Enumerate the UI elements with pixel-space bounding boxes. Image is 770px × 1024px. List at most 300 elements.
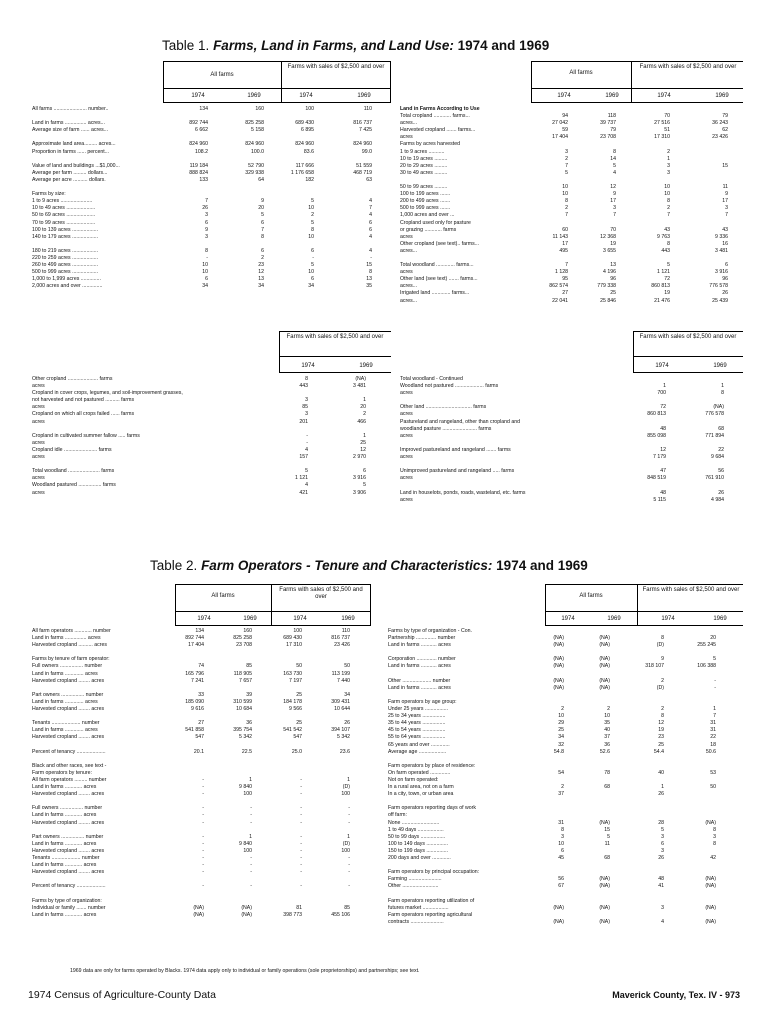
cell-value: 4 [369,233,372,240]
table-row [400,227,745,234]
cell-value: 468 719 [353,169,372,176]
table1-mid-right-body [400,376,745,504]
cell-value: 825 258 [233,635,252,642]
cell-value: 25 439 [712,297,728,304]
cell-value: 6 [311,276,314,283]
cell-value: 255 245 [697,642,716,649]
table-row [32,798,377,805]
table-row [32,820,377,827]
row-label: acres... [400,247,418,254]
table-row [400,177,745,184]
table-row [32,742,377,749]
cell-value: 4 [305,482,308,489]
cell-value: 10 644 [334,706,350,713]
table-row [388,827,748,834]
table-row [32,490,392,497]
cell-value: 43 [664,226,670,233]
row-label: 1 to 9 acres ........... [400,148,445,155]
cell-value: - [300,805,302,812]
cell-value: 160 [243,628,252,634]
cell-value: - [300,840,302,847]
cell-value: 7 [613,212,616,219]
cell-value: 10 [308,205,314,212]
row-label: acres [32,489,45,496]
cell-value: 25 [296,691,302,698]
cell-value: 9 840 [239,840,252,847]
row-label: Cropland on which all crops failed ...... farms [32,411,135,418]
row-label: Average size of farm ...... acres... [32,127,109,134]
row-label: acres [400,454,413,461]
table-row [32,255,392,262]
cell-value: 157 [299,454,308,461]
cell-value: 41 [658,883,664,890]
cell-value: 72 [660,404,666,411]
row-label: Land in houselots, ponds, roads, wasteland, etc. farms [400,489,526,496]
cell-value: 2 [561,784,564,791]
row-label: Pastureland and rangeland, other than cropland and [400,418,520,425]
cell-value: 110 [363,106,372,112]
table-row [388,883,748,890]
cell-value: - [250,883,252,890]
row-label: Average age ................... [388,748,447,755]
cell-value: 17 404 [188,642,204,649]
cell-value: (NA) [599,883,610,890]
cell-value: 860 813 [647,411,666,418]
cell-value: 4 [613,169,616,176]
cell-value: 27 [198,720,204,727]
row-label: Land in farms ........... acres [388,663,451,670]
table-row [400,198,745,205]
cell-value: - [202,791,204,798]
table-row [32,898,377,905]
row-label: 10 to 49 acres .................... [32,205,96,212]
cell-value: 53 [710,769,716,776]
row-label: 1 to 49 days .................. [388,826,444,833]
cell-value: - [348,883,350,890]
table-row [32,454,392,461]
row-label: 100 to 199 acres ....... [400,191,451,198]
table-row [400,184,745,191]
cell-value: 33 [198,691,204,698]
table-row [400,156,745,163]
table-row [388,898,748,905]
row-label: 50 to 99 acres ......... [400,184,448,191]
cell-value: 443 [661,247,670,254]
cell-value: (NA) [599,918,610,925]
table-row [400,212,745,219]
cell-value: (NA) [705,819,716,826]
row-label: Harvested cropland ........ acres [32,734,105,741]
cell-value: 19 [664,290,670,297]
row-label: Partnership .............. number [388,635,456,642]
row-label: Tenants .................... number [32,855,100,861]
cell-value: 64 [258,176,264,183]
cell-value: 11 143 [552,233,568,240]
row-label: Corporation .............. number [388,656,456,663]
row-label: 45 to 54 years ................ [388,727,446,734]
cell-value: 74 [198,663,204,670]
row-label: 100 to 139 acres .................. [32,226,99,233]
cell-value: - [370,254,372,261]
cell-value: (NA) [599,642,610,649]
row-label: 140 to 179 acres .................. [32,233,99,240]
cell-value: 7 [667,212,670,219]
table-row [32,905,377,912]
cell-value: 329 938 [245,169,264,176]
cell-value: 5 115 [653,496,666,503]
row-label: futures market .................. [388,904,449,911]
cell-value: 39 737 [600,120,616,127]
cell-value: 9 566 [289,706,302,713]
cell-value: - [202,776,204,783]
table-row [400,127,745,134]
cell-value: 5 [305,468,308,475]
cell-value: 1 [661,784,664,791]
cell-value: (NA) [355,376,366,382]
row-label: Harvested cropland ........ acres [32,791,105,798]
table-row [32,812,377,819]
cell-value: 1 [347,833,350,840]
row-label: Cropland idle ....................... farms [32,446,112,453]
cell-value: (NA) [705,883,716,890]
cell-value: 63 [366,176,372,183]
cell-value: 37 [558,791,564,798]
row-label: Full owners ................ number [32,805,103,812]
cell-value: 17 310 [654,134,670,141]
table-row [388,777,748,784]
cell-value: 3 [205,212,208,219]
cell-value: - [202,855,204,861]
cell-value: 165 796 [185,670,204,677]
cell-value: 110 [341,628,350,634]
table-row [32,834,377,841]
table-row [32,685,377,692]
table-row [400,440,745,447]
table-row [400,113,745,120]
table-row [32,734,377,741]
cell-value: 3 [661,904,664,911]
cell-value: 99.0 [361,148,372,155]
table-row [32,397,392,404]
cell-value: 12 [360,446,366,453]
cell-value: 7 [205,198,208,205]
table-row [32,461,392,468]
cell-value: 160 [255,106,264,112]
cell-value: 59 [562,127,568,134]
row-label: Farm operators reporting utilization of [388,897,475,904]
cell-value: (NA) [599,684,610,691]
cell-value: 15 [722,162,728,169]
cell-value: - [250,805,252,812]
cell-value: 10 [558,713,564,720]
cell-value: 4 196 [603,269,616,276]
table-row [32,170,392,177]
cell-value: 2 [565,155,568,162]
cell-value: 5 [713,656,716,663]
table-row [32,426,392,433]
cell-value: 48 [658,876,664,883]
row-label: Woodland pastured ................ farms [32,482,116,489]
row-label: Harvested cropland ........ acres [32,677,105,684]
row-label: Farms by tenure of farm operator: [32,656,110,663]
cell-value: (NA) [599,904,610,911]
row-label: acres [32,439,45,446]
table-row [400,447,745,454]
row-label: Full owners ................ number [32,663,103,670]
table-row [32,727,377,734]
cell-value: 5 [613,162,616,169]
row-label: None .......................... [388,819,440,826]
cell-value: 860 813 [651,283,670,290]
cell-value: 4 [369,247,372,254]
cell-value: 35 [366,283,372,290]
table-row [32,890,377,897]
cell-value: - [300,883,302,890]
table-row [388,848,748,855]
row-label: Other .................... number [388,677,451,684]
row-label: Irrigated land ............. farms... [400,290,470,297]
cell-value: 68 [604,855,610,861]
cell-value: 9 616 [191,706,204,713]
cell-value: - [202,805,204,812]
table-row [32,184,392,191]
cell-value: 23 [258,262,264,269]
cell-value: 700 [657,390,666,397]
cell-value: 36 243 [712,120,728,127]
table-row [32,411,392,418]
cell-value: 185 090 [185,698,204,705]
row-label: 1,000 to 1,999 acres .............. [32,276,101,283]
cell-value: 23 426 [712,134,728,141]
cell-value: 825 258 [245,120,264,127]
table-row [32,912,377,919]
cell-value: 824 960 [245,141,264,148]
cell-value: 2 [667,205,670,212]
row-label: 200 days and over ............. [388,855,451,861]
table-row [32,149,392,156]
cell-value: - [202,840,204,847]
table-row [400,276,745,283]
table2-title: Table 2. Farm Operators - Tenure and Characteristics: 1974 and 1969 [150,558,588,573]
row-label: Land in farms ............ acres [32,784,97,791]
row-label: Farm operators by principal occupation: [388,869,480,876]
table-row [400,482,745,489]
table-row [388,699,748,706]
cell-value: 394 107 [331,727,350,734]
table-row [32,635,377,642]
cell-value: 50 [296,663,302,670]
cell-value: (NA) [705,904,716,911]
table-row [400,255,745,262]
cell-value: 118 905 [233,670,252,677]
cell-value: - [348,869,350,876]
cell-value: 26 [344,720,350,727]
table-row [388,635,748,642]
row-label: Part owners ................ number [32,833,104,840]
row-label: acres [32,404,45,411]
cell-value: 36 [246,720,252,727]
row-label: 65 years and over ............. [388,741,450,748]
cell-value: 23 708 [236,642,252,649]
cell-value: 26 [658,855,664,861]
table-row [400,397,745,404]
table-row [32,390,392,397]
table-row [32,784,377,791]
cell-value: - [250,869,252,876]
col-sales: Farms with sales of $2,500 and over [287,64,385,70]
cell-value: 5 [311,262,314,269]
cell-value: 5 [607,833,610,840]
cell-value: 13 [610,262,616,269]
cell-value: 100 [341,791,350,798]
cell-value: (NA) [241,904,252,911]
table-row [32,692,377,699]
row-label: 100 to 149 days ............... [388,840,448,847]
cell-value: 54 [558,769,564,776]
table-row [388,862,748,869]
cell-value: 9 763 [657,233,670,240]
row-label: off farm: [388,812,407,819]
cell-value: 8 [721,390,724,397]
cell-value: - [300,776,302,783]
cell-value: 10 [308,269,314,276]
table-row [400,461,745,468]
row-label: Tenants .................... number [32,720,100,727]
cell-value: 22 [718,446,724,453]
cell-value: 1 [667,155,670,162]
cell-value: 60 [562,226,568,233]
cell-value: 1 176 658 [290,169,314,176]
cell-value: 12 368 [600,233,616,240]
cell-value: 4 [305,446,308,453]
cell-value: 2 [667,148,670,155]
cell-value: 48 [660,425,666,432]
cell-value: 5 [363,482,366,489]
cell-value: 25 [360,439,366,446]
table-row [400,497,745,504]
cell-value: 3 [561,833,564,840]
table-row [32,855,377,862]
cell-value: 7 425 [359,127,372,134]
cell-value: 8 [561,826,564,833]
cell-value: 79 [610,127,616,134]
table-row [388,912,748,919]
table-row [388,734,748,741]
cell-value: 25.0 [291,748,302,755]
cell-value: 11 [722,184,728,191]
cell-value: 31 [558,819,564,826]
cell-value: 25 [658,741,664,748]
cell-value: 3 916 [353,475,366,482]
row-label: Cropland used only for pasture [400,219,471,226]
cell-value: 9 [261,198,264,205]
cell-value: 541 542 [283,727,302,734]
cell-value: 855 098 [647,432,666,439]
cell-value: 8 [667,198,670,205]
table-row [400,205,745,212]
cell-value: 10 [202,262,208,269]
cell-value: 22.5 [241,748,252,755]
row-label: Cropland in cover crops, legumes, and soil-improvement grasses, [32,390,183,397]
row-label: Farm operators by age group: [388,698,457,705]
cell-value: 3 655 [603,247,616,254]
cell-value: 7 179 [653,454,666,461]
row-label: Land in farms ............ acres [32,911,97,918]
table-row [388,905,748,912]
cell-value: - [250,862,252,869]
row-label: 200 to 499 acres ....... [400,198,451,205]
cell-value: 2 970 [353,454,366,461]
cell-value: 8 [613,148,616,155]
cell-value: 466 [357,418,366,425]
cell-value: - [202,847,204,854]
cell-value: 34 [258,283,264,290]
cell-value: 7 [261,226,264,233]
table1-left-body [32,106,392,290]
table-row [400,120,745,127]
cell-value: 6 [311,247,314,254]
cell-value: 5 [311,198,314,205]
row-label: acres [32,383,45,390]
row-label: Farm operators reporting agricultural [388,911,473,918]
table-row [32,713,377,720]
row-label: Other cropland (see text).. farms... [400,240,479,247]
cell-value: 2 [363,411,366,418]
cell-value: 12 [610,184,616,191]
cell-value: 689 430 [283,635,302,642]
row-label: acres [400,475,413,482]
cell-value: 1 [363,432,366,439]
cell-value: 95 [562,276,568,283]
table-row [388,720,748,727]
cell-value: 40 [604,727,610,734]
cell-value: 85 [246,663,252,670]
table-row [32,134,392,141]
table-row [388,742,748,749]
cell-value: 20 [710,635,716,642]
cell-value: 20.1 [193,748,204,755]
cell-value: - [250,812,252,819]
row-label: Harvested cropland ........ acres [32,869,105,876]
cell-value: 1 121 [295,475,308,482]
table-row [400,163,745,170]
row-label: Farms by type of organization - Con. [388,628,472,634]
cell-value: 2 [565,205,568,212]
table-row [32,827,377,834]
table-row [400,262,745,269]
table-row [32,404,392,411]
row-label: Land in farms ........... acres [388,684,451,691]
cell-value: 27 042 [552,120,568,127]
cell-value: (NA) [553,642,564,649]
row-label: All farms ....................... number.. [32,106,109,112]
row-label: contracts ....................... [388,918,444,925]
cell-value: (NA) [599,635,610,642]
table-row [32,212,392,219]
cell-value: 42 [710,855,716,861]
cell-value: 43 [722,226,728,233]
row-label: Proportion in farms ...... percent... [32,148,109,155]
table-row [400,298,745,305]
table2-left-header: All farms Farms with sales of $2,500 and over 1974 1969 1974 1969 [175,584,371,626]
table-row [32,699,377,706]
cell-value: 10 [202,269,208,276]
row-label: not harvested and not pastured .......... farms [32,397,135,404]
table-row [388,791,748,798]
footer-county-page: Maverick County, Tex. IV - 973 [612,990,740,1000]
cell-value: 3 [613,205,616,212]
cell-value: 3 [667,169,670,176]
